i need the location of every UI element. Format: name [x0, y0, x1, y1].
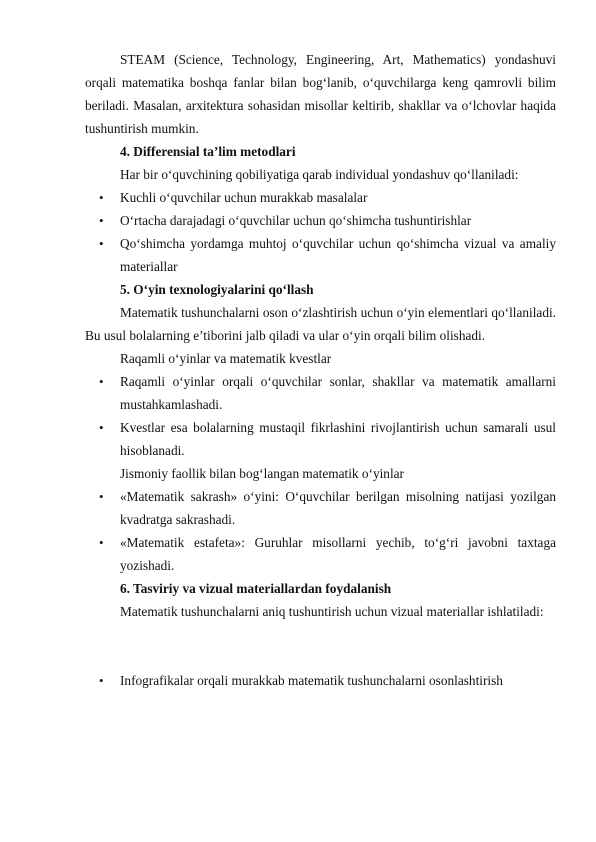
list-item: • O‘rtacha darajadagi o‘quvchilar uchun qo‘shimcha tushuntirishlar — [85, 209, 556, 232]
section-5-subheading-digital: Raqamli o‘yinlar va matematik kvestlar — [120, 351, 332, 366]
bullet-icon: • — [99, 673, 104, 688]
list-item: • «Matematik estafeta»: Guruhlar misollarni yechib, to‘g‘ri javobni taxtaga yozishadi. — [85, 531, 556, 577]
section-4-heading: 4. Differensial ta’lim metodlari — [120, 144, 296, 159]
document-page — [85, 48, 556, 692]
section-5-list-physical — [85, 485, 556, 577]
section-5-paragraph: Matematik tushunchalarni oson o‘zlashtirish uchun o‘yin elementlari qo‘llaniladi. Bu usul bolalarning e’tiborini jalb qiladi va ular o‘yin orqali bilim olishadi. — [85, 305, 556, 343]
intro-paragraph: STEAM (Science, Technology, Engineering, Art, Mathematics) yondashuvi orqali matematika boshqa fanlar bilan bog‘lanib, o‘quvchilarga keng qamrovli bilim beriladi. Masalan, arxitektura sohasidan misollar keltirib, shakllar va o‘lchovlar haqida tushuntirish mumkin. — [85, 52, 556, 136]
section-6-heading: 6. Tasviriy va vizual materiallardan foydalanish — [120, 581, 392, 596]
list-item: • Kvestlar esa bolalarning mustaqil fikrlashini rivojlantirish uchun samarali usul hisoblanadi. — [85, 416, 556, 462]
bullet-icon: • — [99, 374, 104, 389]
section-5-list-digital — [85, 370, 556, 462]
bullet-icon: • — [99, 420, 104, 435]
list-item: • Raqamli o‘yinlar orqali o‘quvchilar sonlar, shakllar va matematik amallarni mustahkamlashadi. — [85, 370, 556, 416]
section-6-paragraph: Matematik tushunchalarni aniq tushuntirish uchun vizual materiallar ishlatiladi: — [120, 604, 544, 619]
list-item: • Kuchli o‘quvchilar uchun murakkab masalalar — [85, 186, 556, 209]
section-6-list — [85, 669, 556, 692]
section-4-list — [85, 186, 556, 278]
section-4-lead: Har bir o‘quvchining qobiliyatiga qarab individual yondashuv qo‘llaniladi: — [120, 167, 519, 182]
bullet-icon: • — [99, 535, 104, 550]
bullet-icon: • — [99, 190, 104, 205]
list-item: • Qo‘shimcha yordamga muhtoj o‘quvchilar uchun qo‘shimcha vizual va amaliy materiallar — [85, 232, 556, 278]
section-5-subheading-physical: Jismoniy faollik bilan bog‘langan matematik o‘yinlar — [120, 466, 404, 481]
bullet-icon: • — [99, 236, 104, 251]
blank-space — [85, 623, 556, 669]
list-item: • Infografikalar orqali murakkab matematik tushunchalarni osonlashtirish — [85, 669, 556, 692]
bullet-icon: • — [99, 489, 104, 504]
list-item: • «Matematik sakrash» o‘yini: O‘quvchilar berilgan misolning natijasi yozilgan kvadratga sakrashadi. — [85, 485, 556, 531]
section-5-heading: 5. O‘yin texnologiyalarini qo‘llash — [120, 282, 314, 297]
bullet-icon: • — [99, 213, 104, 228]
